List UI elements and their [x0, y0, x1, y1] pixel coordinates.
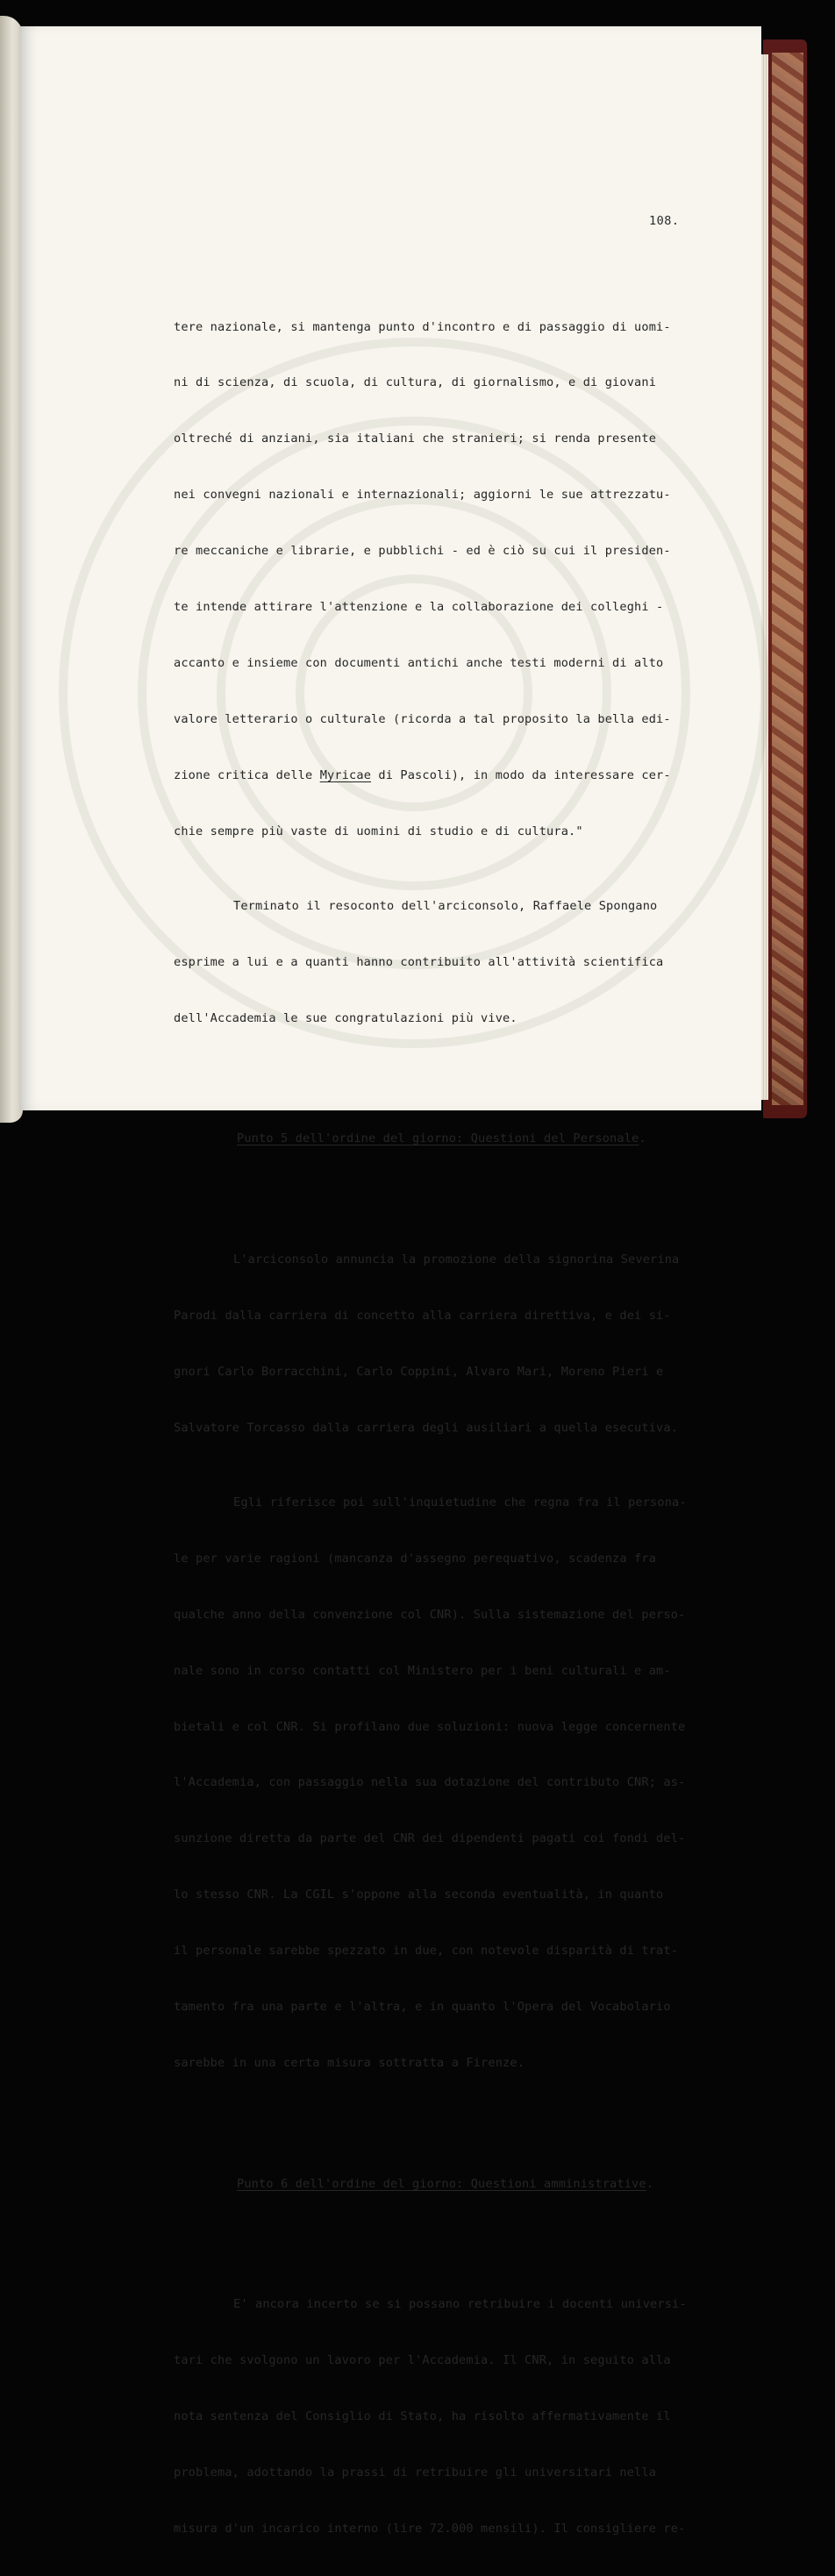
text-line: tari che svolgono un lavoro per l'Accademia. Il CNR, in seguito alla	[174, 2353, 671, 2368]
body-text	[174, 281, 700, 2576]
text-line: lo stesso CNR. La CGIL s'oppone alla seconda eventualità, in quanto	[174, 1887, 664, 1902]
section-heading-6	[174, 2175, 700, 2194]
text-line-myricae	[174, 767, 700, 785]
text-line: Parodi dalla carriera di concetto alla carriera direttiva, e dei si-	[174, 1309, 671, 1324]
text-line: l'Accademia, con passaggio nella sua dotazione del contributo CNR; as-	[174, 1775, 686, 1790]
document-page	[19, 26, 761, 2537]
text-segment: di Pascoli), in modo da interessare cer-	[371, 767, 671, 782]
text-line: re meccaniche e librarie, e pubblichi - ed è ciò su cui il presiden-	[174, 544, 671, 559]
marbled-endpaper	[772, 53, 803, 1105]
text-segment: zione critica delle	[174, 767, 320, 782]
text-line: E' ancora incerto se si possano retribuire i docenti universi-	[233, 2297, 687, 2312]
heading-text: Punto 5 dell'ordine del giorno: Questioni del Personale	[237, 1131, 639, 1146]
text-line: valore letterario o culturale (ricorda a tal proposito la bella edi-	[174, 711, 671, 726]
text-line: accanto e insieme con documenti antichi anche testi moderni di alto	[174, 655, 664, 670]
text-line: bietali e col CNR. Si profilano due soluzioni: nuova legge concernente	[174, 1719, 686, 1734]
underlined-title: Myricae	[319, 767, 372, 782]
text-line: qualche anno della convenzione col CNR). Sulla sistemazione del perso-	[174, 1607, 686, 1622]
page-number: 108.	[649, 214, 680, 228]
text-line: sunzione diretta da parte del CNR dei dipendenti pagati coi fondi del-	[174, 1831, 686, 1846]
section-heading-5	[174, 1130, 700, 1148]
text-line: L'arciconsolo annuncia la promozione della signorina Severina	[233, 1252, 680, 1267]
text-line: nei convegni nazionali e internazionali; aggiorni le sue attrezzatu-	[174, 488, 671, 503]
text-line: gnori Carlo Borracchini, Carlo Coppini, Alvaro Mari, Moreno Pieri e	[174, 1364, 664, 1379]
text-line: ni di scienza, di scuola, di cultura, di giornalismo, e di giovani	[174, 375, 657, 390]
text-line: Terminato il resoconto dell'arciconsolo, Raffaele Spongano	[233, 898, 658, 913]
text-line: Salvatore Torcasso dalla carriera degli ausiliari a quella esecutiva.	[174, 1420, 679, 1435]
text-line: dell'Accademia le sue congratulazioni più vive.	[174, 1010, 517, 1025]
text-line: chie sempre più vaste di uomini di studio e di cultura."	[174, 824, 583, 838]
heading-period: .	[639, 1131, 646, 1146]
text-line: Egli riferisce poi sull'inquietudine che regna fra il persona-	[233, 1495, 687, 1509]
heading-period: .	[646, 2176, 654, 2191]
text-line: misura d'un incarico interno (lire 72.000 mensili). Il consigliere re-	[174, 2522, 686, 2537]
heading-text: Punto 6 dell'ordine del giorno: Questioni amministrative	[237, 2176, 646, 2191]
text-line: problema, adottando la prassi di retribuire gli universitari nella	[174, 2465, 657, 2480]
text-line: esprime a lui e a quanti hanno contribuito all'attività scientifica	[174, 954, 664, 969]
text-line: nota sentenza del Consiglio di Stato, ha risolto affermativamente il	[174, 2409, 671, 2424]
text-line: oltreché di anziani, sia italiani che stranieri; si renda presente	[174, 432, 657, 446]
text-line: te intende attirare l'attenzione e la collaborazione dei colleghi -	[174, 600, 664, 615]
text-line: le per varie ragioni (mancanza d'assegno perequativo, scadenza fra	[174, 1551, 657, 1566]
text-line: tere nazionale, si mantenga punto d'incontro e di passaggio di uomi-	[174, 319, 671, 334]
text-line: nale sono in corso contatti col Ministero per i beni culturali e am-	[174, 1663, 671, 1678]
text-line: tamento fra una parte e l'altra, e in quanto l'Opera del Vocabolario	[174, 2000, 671, 2015]
text-line: il personale sarebbe spezzato in due, con notevole disparità di trat-	[174, 1944, 679, 1959]
text-line: sarebbe in una certa misura sottratta a Firenze.	[174, 2055, 525, 2070]
